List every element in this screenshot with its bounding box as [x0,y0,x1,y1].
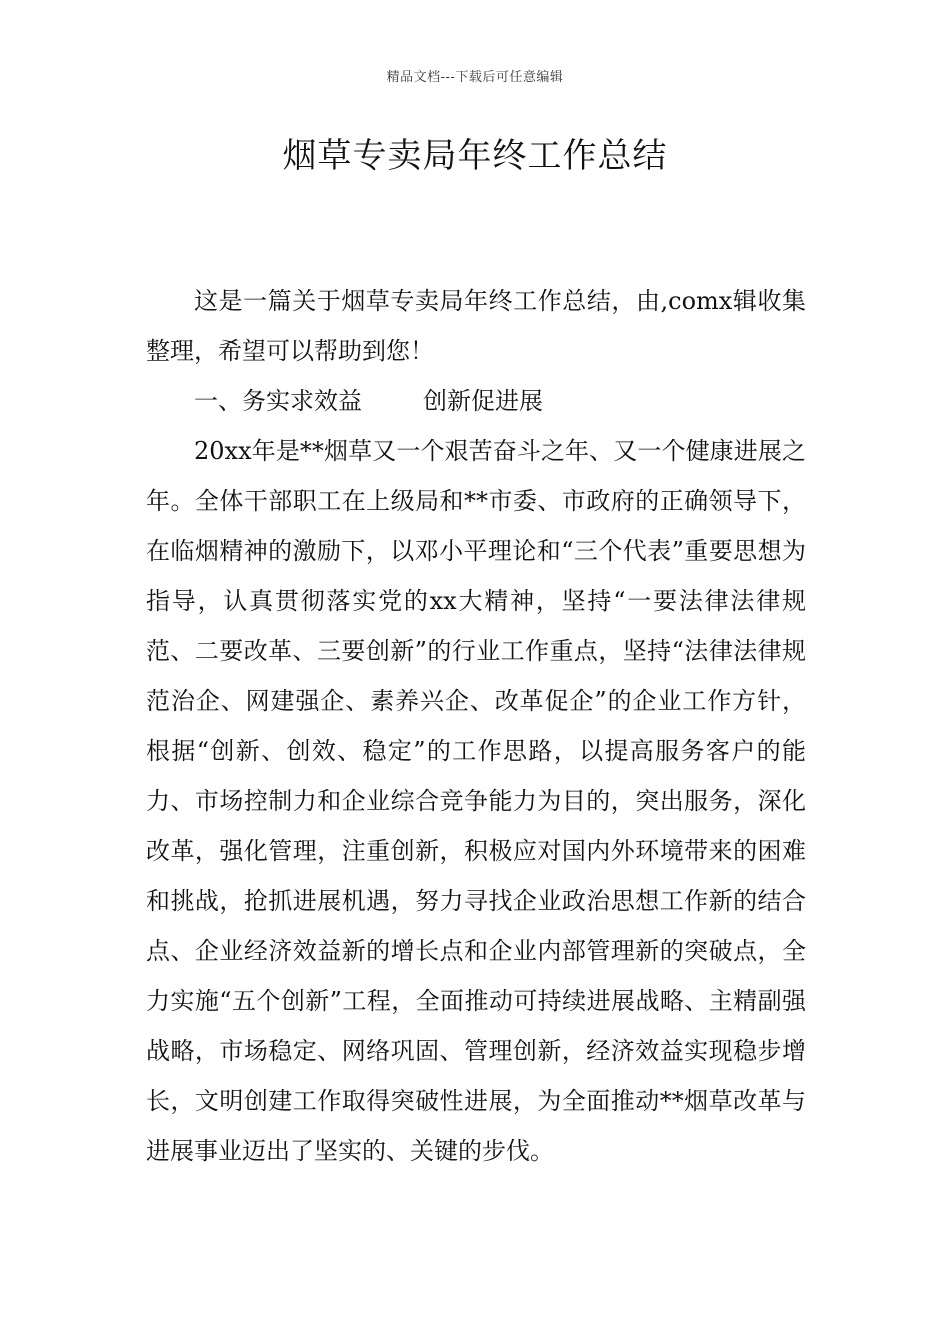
section-heading-part-2: 创新促进展 [423,387,544,415]
section-heading-part-1: 一、务实求效益 [194,387,362,415]
section-heading [146,376,806,426]
document-title: 烟草专卖局年终工作总结 [282,136,668,176]
header-note: 精品文档---下载后可任意编辑 [386,70,564,85]
intro-paragraph: 这是一篇关于烟草专卖局年终工作总结，由,comx辑收集整理，希望可以帮助到您！ [146,287,806,365]
document-body [146,276,806,1176]
body-paragraph: 20xx年是**烟草又一个艰苦奋斗之年、又一个健康进展之年。全体干部职工在上级局和**市委、市政府的正确领导下，在临烟精神的激励下，以邓小平理论和“三个代表”重要思想为指导，认真贯彻落实党的xx大精神，坚持“一要法律法律规范、二要改革、三要创新”的行业工作重点，坚持“法律法律规范治企、网建强企、素养兴企、改革促企”的企业工作方针，根据“创新、创效、稳定”的工作思路，以提高服务客户的能力、市场控制力和企业综合竞争能力为目的，突出服务，深化改革，强化管理，注重创新，积极应对国内外环境带来的困难和挑战，抢抓进展机遇，努力寻找企业政治思想工作新的结合点、企业经济效益新的增长点和企业内部管理新的突破点，全力实施“五个创新”工程，全面推动可持续进展战略、主精副强战略，市场稳定、网络巩固、管理创新，经济效益实现稳步增长，文明创建工作取得突破性进展，为全面推动**烟草改革与进展事业迈出了坚实的、关键的步伐。 [146,437,806,1165]
